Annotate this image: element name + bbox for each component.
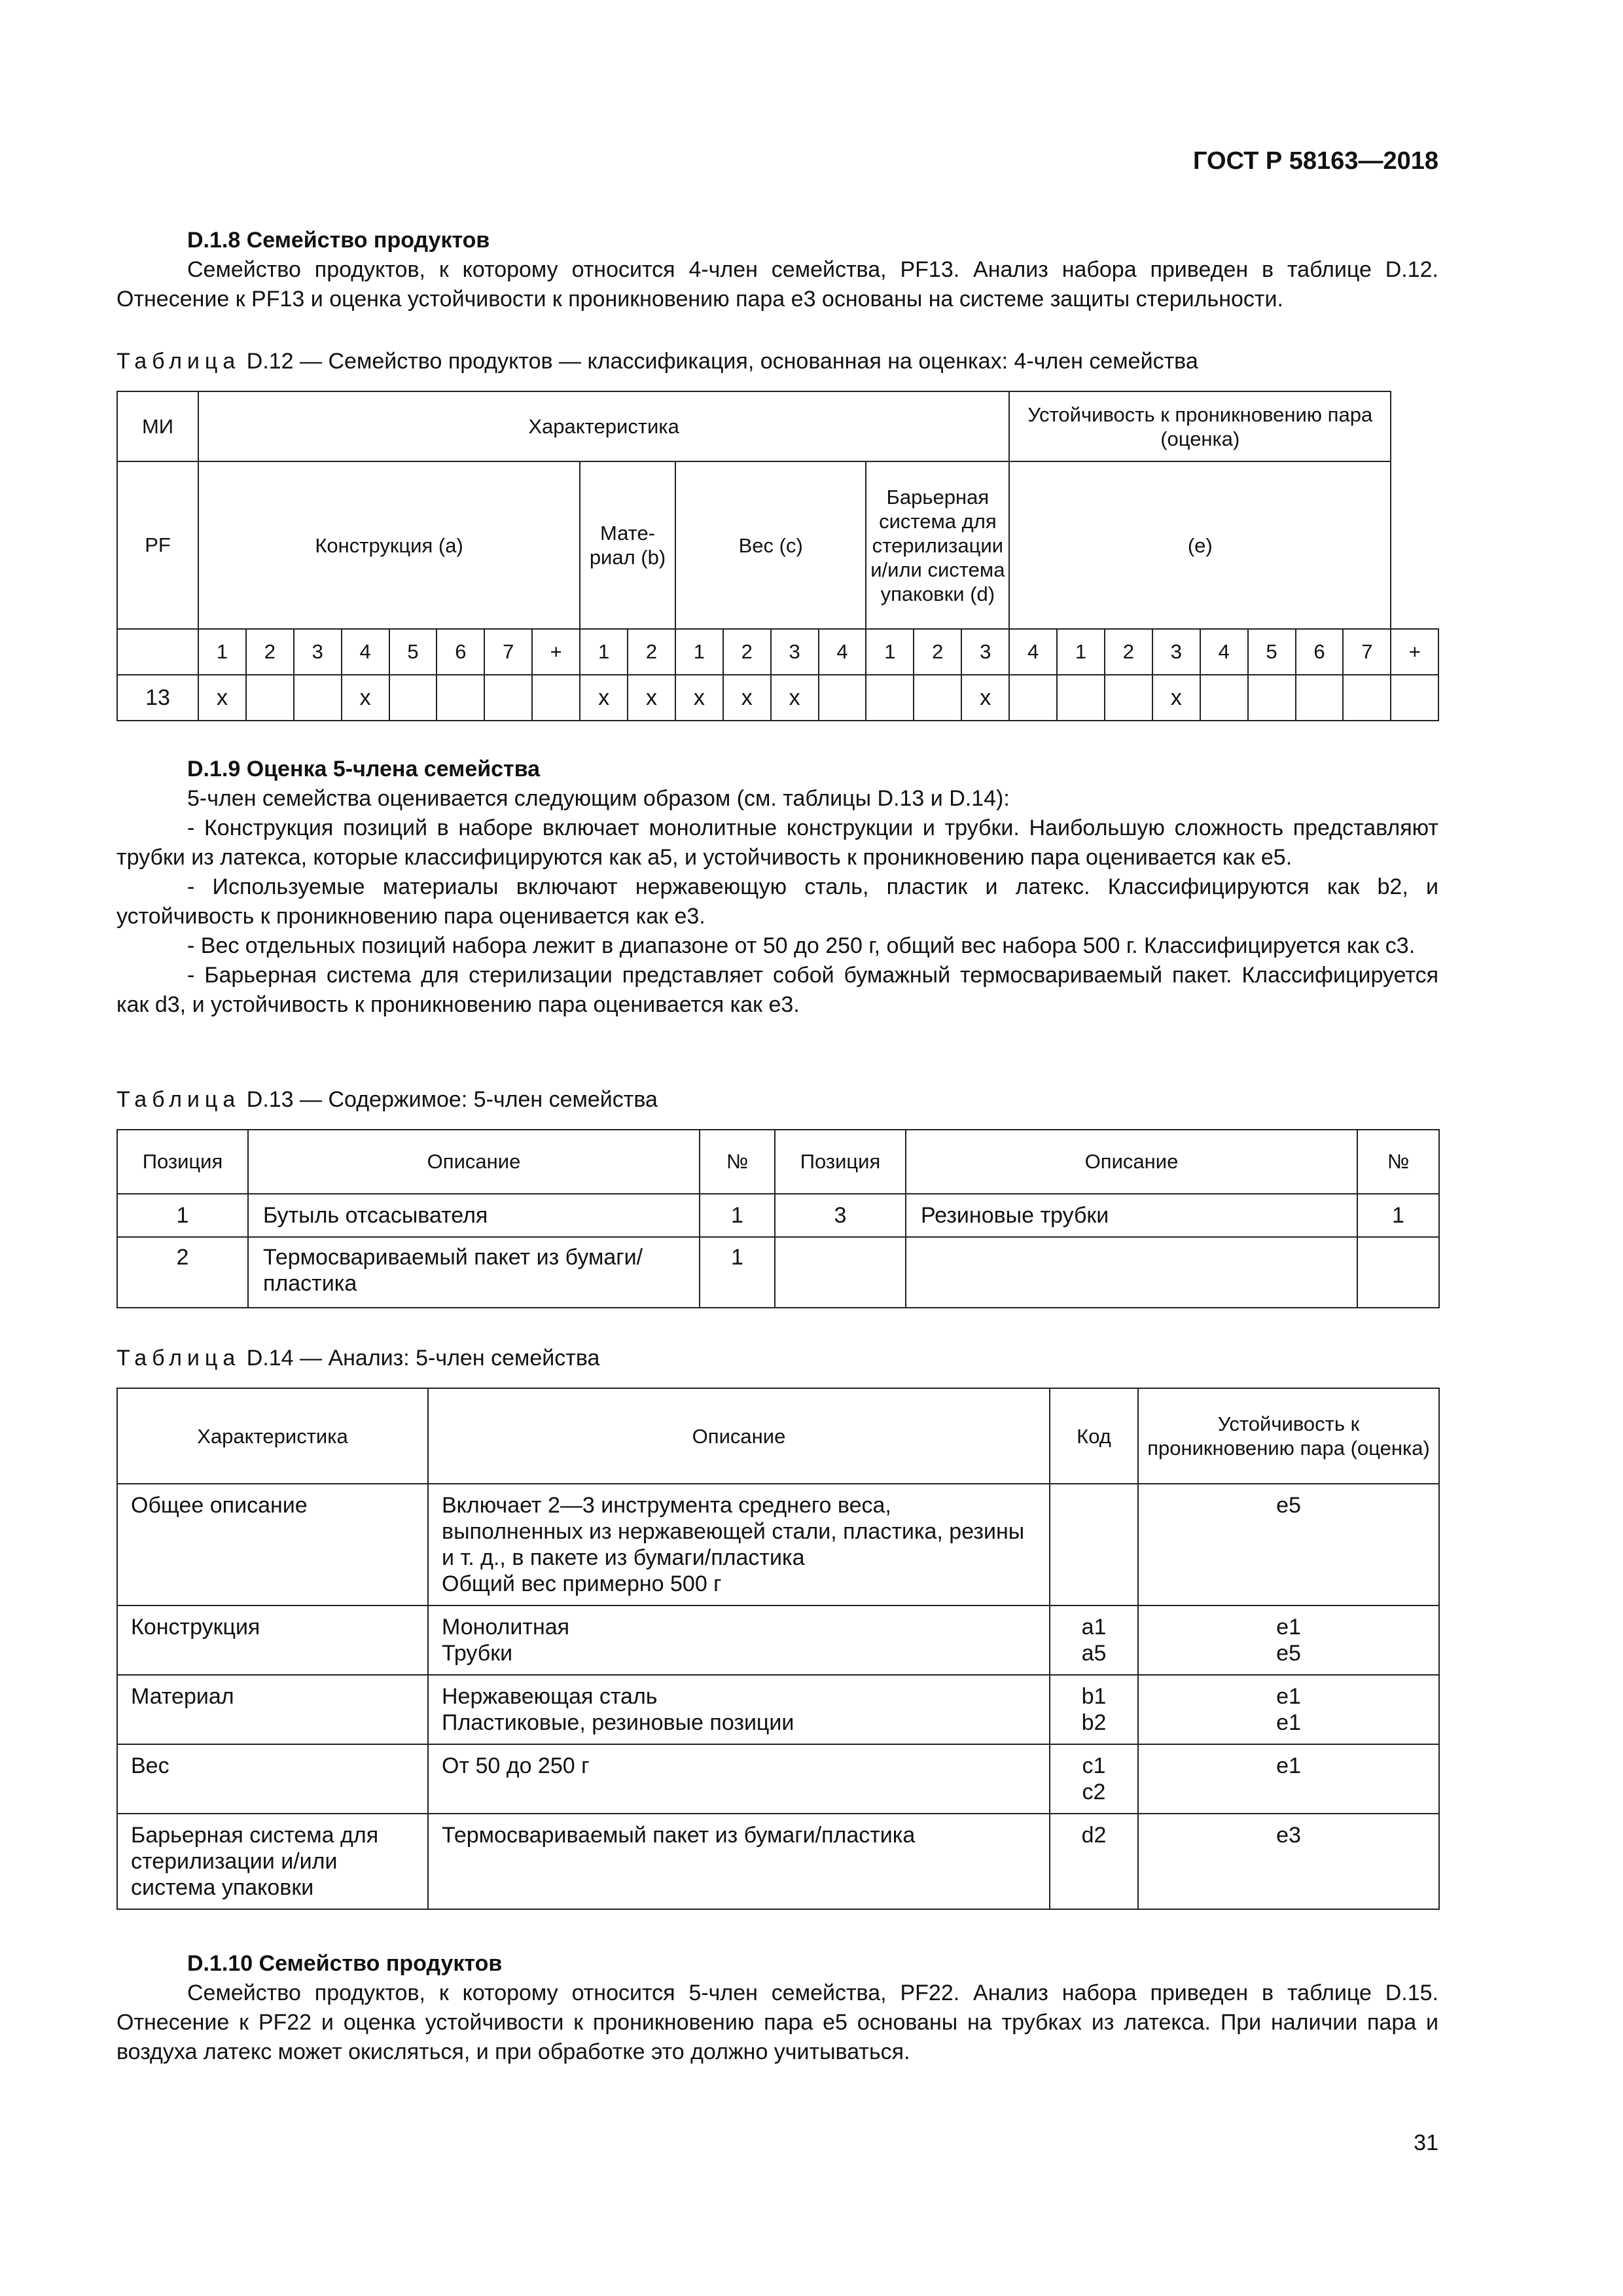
mark-cell bbox=[1248, 675, 1296, 721]
mark-cell: x bbox=[1152, 675, 1200, 721]
table-d14 bbox=[116, 1388, 1440, 1910]
table-d14-block bbox=[116, 1344, 1438, 1910]
mark-cell bbox=[389, 675, 437, 721]
res-line: e1 bbox=[1276, 1710, 1301, 1735]
mark-cell: x bbox=[580, 675, 628, 721]
column-number: 2 bbox=[1105, 629, 1152, 675]
paragraph: - Барьерная система для стерилизации представляет собой бумажный термосвариваемый пакет. Классифицируется как d3, и устойчивость к проникновению пара оценивается как e3. bbox=[116, 963, 1438, 1017]
header-characteristic: Характеристика bbox=[117, 1388, 428, 1484]
mark-cell bbox=[246, 675, 294, 721]
code-line: b1 bbox=[1081, 1684, 1107, 1709]
column-number: 6 bbox=[437, 629, 484, 675]
desc-line: От 50 до 250 г bbox=[442, 1753, 590, 1778]
header-description: Описание bbox=[248, 1130, 700, 1194]
section-heading: D.1.8 Семейство продуктов bbox=[187, 228, 490, 253]
desc-line: Трубки bbox=[442, 1641, 513, 1666]
header-e: (e) bbox=[1009, 461, 1391, 629]
column-number: 3 bbox=[961, 629, 1009, 675]
column-number: 4 bbox=[1009, 629, 1057, 675]
cell-code bbox=[1050, 1675, 1138, 1744]
paragraph: Семейство продуктов, к которому относится 5-член семейства, PF22. Анализ набора приведен в таблице D.15. Отнесение к PF22 и оценка устойчивости к проникновению пара e5 основаны на трубках из латекса. При наличии пара и воздуха латекс может окисляться, и при обработке это должно учитываться. bbox=[116, 1981, 1438, 2064]
column-number: 4 bbox=[1200, 629, 1248, 675]
mark-cell bbox=[1391, 675, 1438, 721]
cell-char: Материал bbox=[117, 1675, 428, 1744]
header-mi: МИ bbox=[117, 391, 198, 461]
desc-line: Пластиковые, резиновые позиции bbox=[442, 1710, 794, 1735]
desc-line: Монолитная bbox=[442, 1615, 570, 1640]
code-line: b2 bbox=[1081, 1710, 1107, 1735]
column-number: + bbox=[1391, 629, 1438, 675]
column-number: 1 bbox=[198, 629, 246, 675]
mark-cell bbox=[294, 675, 342, 721]
cell-res bbox=[1138, 1484, 1439, 1605]
cell-res bbox=[1138, 1605, 1439, 1675]
column-number: 7 bbox=[484, 629, 532, 675]
header-description: Описание bbox=[906, 1130, 1357, 1194]
code-line: a1 bbox=[1081, 1615, 1107, 1640]
column-number: 3 bbox=[1152, 629, 1200, 675]
header-pf: PF bbox=[117, 461, 198, 629]
paragraph: - Вес отдельных позиций набора лежит в диапазоне от 50 до 250 г, общий вес набора 500 г. Классифицируется как c3. bbox=[187, 933, 1416, 958]
mark-cell bbox=[437, 675, 484, 721]
cell-char: Барьерная система для стерилизации и/или система упаковки bbox=[117, 1814, 428, 1909]
header-position: Позиция bbox=[775, 1130, 906, 1194]
mark-cell: x bbox=[675, 675, 723, 721]
cell-char: Вес bbox=[117, 1744, 428, 1814]
document-id: ГОСТ Р 58163—2018 bbox=[1193, 147, 1438, 175]
column-number: 1 bbox=[866, 629, 914, 675]
mark-cell: x bbox=[771, 675, 819, 721]
section-d18 bbox=[116, 226, 1438, 314]
table-d12 bbox=[116, 391, 1439, 721]
cell-code bbox=[1050, 1744, 1138, 1814]
column-number: 2 bbox=[246, 629, 294, 675]
cell-code bbox=[1050, 1814, 1138, 1909]
table-row bbox=[117, 1814, 1439, 1909]
cell-char: Общее описание bbox=[117, 1484, 428, 1605]
paragraph: 5-член семейства оценивается следующим образом (см. таблицы D.13 и D.14): bbox=[187, 786, 1010, 811]
mark-cell bbox=[1200, 675, 1248, 721]
table-d13 bbox=[116, 1129, 1440, 1308]
table-row bbox=[117, 1605, 1439, 1675]
table-d12-block bbox=[116, 347, 1438, 721]
mark-cell: x bbox=[628, 675, 675, 721]
table-caption: Таблица D.12 — Семейство продуктов — классификация, основанная на оценках: 4-член семейства bbox=[116, 349, 1198, 374]
desc-line: Общий вес примерно 500 г bbox=[442, 1571, 722, 1596]
column-number: 1 bbox=[675, 629, 723, 675]
column-number: 1 bbox=[1057, 629, 1105, 675]
column-number: 3 bbox=[771, 629, 819, 675]
column-number: 2 bbox=[723, 629, 771, 675]
mark-cell bbox=[1296, 675, 1344, 721]
table-caption: Таблица D.14 — Анализ: 5-член семейства bbox=[116, 1346, 600, 1371]
res-line: e5 bbox=[1276, 1641, 1301, 1666]
cell-desc bbox=[428, 1675, 1050, 1744]
column-number: 4 bbox=[819, 629, 866, 675]
cell-desc bbox=[428, 1605, 1050, 1675]
header-resistance: Устойчивость к проникновению пара (оценка) bbox=[1138, 1388, 1439, 1484]
mark-cell bbox=[1057, 675, 1105, 721]
cell-desc bbox=[428, 1814, 1050, 1909]
paragraph: - Используемые материалы включают нержавеющую сталь, пластик и латекс. Классифицируются как b2, и устойчивость к проникновению пара оценивается как e3. bbox=[116, 874, 1438, 929]
pf-value: 13 bbox=[117, 675, 198, 721]
paragraph: Семейство продуктов, к которому относится 4-член семейства, PF13. Анализ набора приведен в таблице D.12. Отнесение к PF13 и оценка устойчивости к проникновению пара e3 основаны на системе защиты стерильности. bbox=[116, 257, 1438, 312]
section-heading: D.1.10 Семейство продуктов bbox=[187, 1951, 503, 1976]
table-row: 2 Термосвариваемый пакет из бумаги/ пластика 1 bbox=[117, 1237, 1439, 1308]
column-number: 4 bbox=[342, 629, 389, 675]
cell-char: Конструкция bbox=[117, 1605, 428, 1675]
desc-line: Включает 2—3 инструмента среднего веса, выполненных из нержавеющей стали, пластика, резины и т. д., в пакете из бумаги/пластика bbox=[442, 1493, 1025, 1570]
header-number: № bbox=[1357, 1130, 1439, 1194]
mark-cell bbox=[819, 675, 866, 721]
header-weight: Вес (c) bbox=[675, 461, 866, 629]
cell-code bbox=[1050, 1605, 1138, 1675]
header-description: Описание bbox=[428, 1388, 1050, 1484]
header-resistance: Устойчивость к проникновению пара (оценка) bbox=[1009, 391, 1391, 461]
page-number: 31 bbox=[1414, 2130, 1438, 2155]
header-construction: Конструкция (a) bbox=[198, 461, 580, 629]
table-row bbox=[117, 1744, 1439, 1814]
header-number: № bbox=[700, 1130, 775, 1194]
code-line: d2 bbox=[1081, 1823, 1107, 1848]
header-code: Код bbox=[1050, 1388, 1138, 1484]
header-position: Позиция bbox=[117, 1130, 248, 1194]
empty-cell bbox=[117, 629, 198, 675]
code-line: a5 bbox=[1081, 1641, 1107, 1666]
desc-line: Нержавеющая сталь bbox=[442, 1684, 658, 1709]
cell-res bbox=[1138, 1675, 1439, 1744]
mark-cell bbox=[866, 675, 914, 721]
mark-cell bbox=[1343, 675, 1391, 721]
mark-cell bbox=[914, 675, 961, 721]
mark-cell: x bbox=[198, 675, 246, 721]
res-line: e1 bbox=[1276, 1753, 1301, 1778]
section-d19 bbox=[116, 755, 1438, 1020]
column-number: 6 bbox=[1296, 629, 1344, 675]
section-d110 bbox=[116, 1949, 1438, 2067]
res-line: e1 bbox=[1276, 1684, 1301, 1709]
mark-cell: x bbox=[723, 675, 771, 721]
column-number: 1 bbox=[580, 629, 628, 675]
mark-cell: x bbox=[961, 675, 1009, 721]
table-row bbox=[117, 1675, 1439, 1744]
cell-desc bbox=[428, 1744, 1050, 1814]
column-number: 3 bbox=[294, 629, 342, 675]
header-barrier: Барьерная система для стерилизации и/или система упаковки (d) bbox=[866, 461, 1009, 629]
mark-cell bbox=[1009, 675, 1057, 721]
cell-desc bbox=[428, 1484, 1050, 1605]
cell-res bbox=[1138, 1814, 1439, 1909]
table-row: 1 Бутыль отсасывателя 1 3 Резиновые трубки 1 bbox=[117, 1194, 1439, 1237]
mark-cell: x bbox=[342, 675, 389, 721]
cell-code bbox=[1050, 1484, 1138, 1605]
table-row bbox=[117, 1484, 1439, 1605]
mark-cell bbox=[484, 675, 532, 721]
paragraph: - Конструкция позиций в наборе включает монолитные конструкции и трубки. Наибольшую сложность представляют трубки из латекса, которые классифицируются как a5, и устойчивость к проникновению пара оценивается как e5. bbox=[116, 816, 1438, 870]
code-line: c2 bbox=[1082, 1780, 1106, 1804]
res-line: e3 bbox=[1276, 1823, 1301, 1848]
column-number: 2 bbox=[628, 629, 675, 675]
column-number: 2 bbox=[914, 629, 961, 675]
res-line: e1 bbox=[1276, 1615, 1301, 1640]
column-number: + bbox=[532, 629, 580, 675]
res-line: e5 bbox=[1276, 1493, 1301, 1518]
column-number: 5 bbox=[389, 629, 437, 675]
code-line: c1 bbox=[1082, 1753, 1106, 1778]
table-caption: Таблица D.13 — Содержимое: 5-член семейства bbox=[116, 1087, 658, 1112]
mark-cell bbox=[532, 675, 580, 721]
header-material: Мате- риал (b) bbox=[580, 461, 675, 629]
mark-cell bbox=[1105, 675, 1152, 721]
column-number: 5 bbox=[1248, 629, 1296, 675]
column-number: 7 bbox=[1343, 629, 1391, 675]
header-characteristic: Характеристика bbox=[198, 391, 1009, 461]
cell-res bbox=[1138, 1744, 1439, 1814]
desc-line: Термосвариваемый пакет из бумаги/пластика bbox=[442, 1823, 916, 1848]
table-d13-block bbox=[116, 1085, 1438, 1308]
section-heading: D.1.9 Оценка 5-члена семейства bbox=[187, 757, 541, 781]
